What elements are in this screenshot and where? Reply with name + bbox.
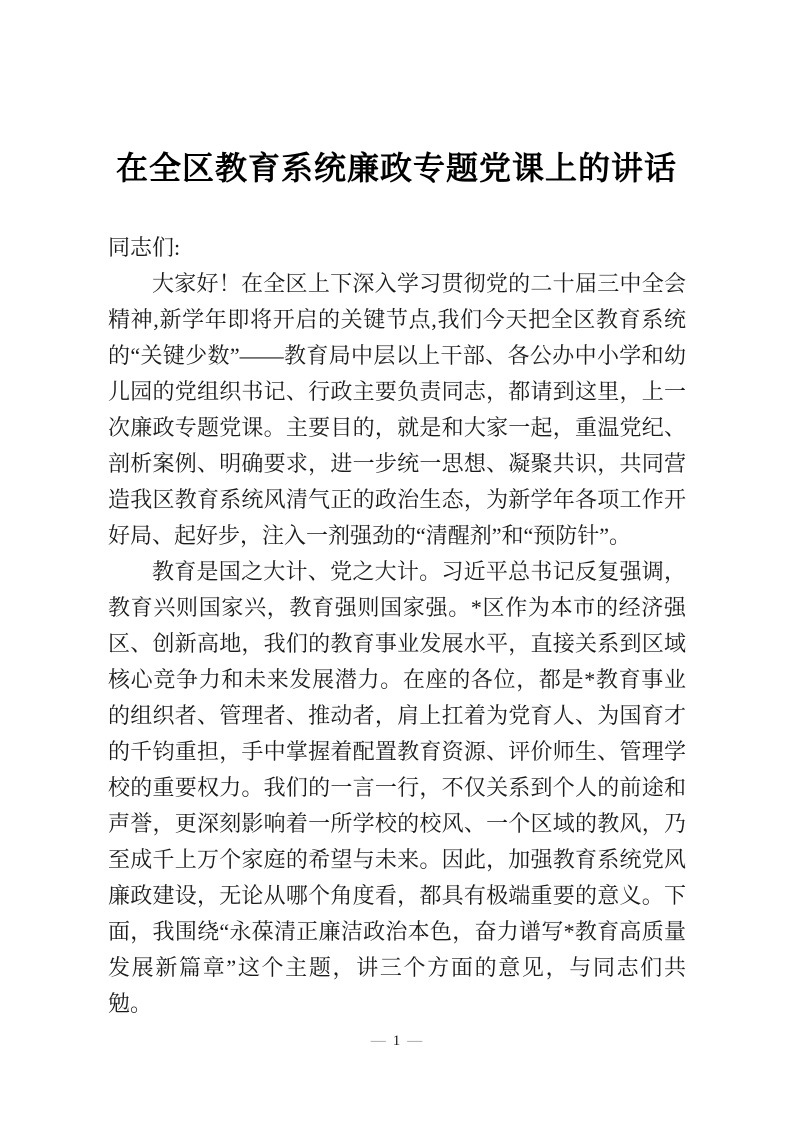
document-body bbox=[108, 230, 686, 1022]
page-number: 1 bbox=[392, 1033, 401, 1049]
page-footer bbox=[0, 1030, 793, 1052]
paragraph-opening: 大家好！在全区上下深入学习贯彻党的二十届三中全会精神,新学年即将开启的关键节点,我们今天把全区教育系统的“关键少数”——教育局中层以上干部、各公办中小学和幼儿园的党组织书记、行政主要负责同志，都请到这里，上一次廉政专题党课。主要目的，就是和大家一起，重温党纪、剖析案例、明确要求，进一步统一思想、凝聚共识，共同营造我区教育系统风清气正的政治生态，为新学年各项工作开好局、起好步，注入一剂强劲的“清醒剂”和“预防针”。 bbox=[108, 271, 686, 548]
paragraph-importance: 教育是国之大计、党之大计。习近平总书记反复强调，教育兴则国家兴，教育强则国家强。*区作为本市的经济强区、创新高地，我们的教育事业发展水平，直接关系到区域核心竞争力和未来发展潜力。在座的各位，都是*教育事业的组织者、管理者、推动者，肩上扛着为党育人、为国育才的千钧重担，手中掌握着配置教育资源、评价师生、管理学校的重要权力。我们的一言一行，不仅关系到个人的前途和声誉，更深刻影响着一所学校的校风、一个区域的教风，乃至成千上万个家庭的希望与未来。因此，加强教育系统党风廉政建设，无论从哪个角度看，都具有极端重要的意义。下面，我围绕“永葆清正廉洁政治本色，奋力谱写*教育高质量发展新篇章”这个主题，讲三个方面的意见，与同志们共勉。 bbox=[108, 559, 686, 1016]
document-title: 在全区教育系统廉政专题党课上的讲话 bbox=[115, 150, 677, 186]
footer-dash-right: — bbox=[407, 1033, 423, 1049]
footer-dash-left: — bbox=[370, 1033, 386, 1049]
salutation-line: 同志们: bbox=[108, 235, 181, 260]
